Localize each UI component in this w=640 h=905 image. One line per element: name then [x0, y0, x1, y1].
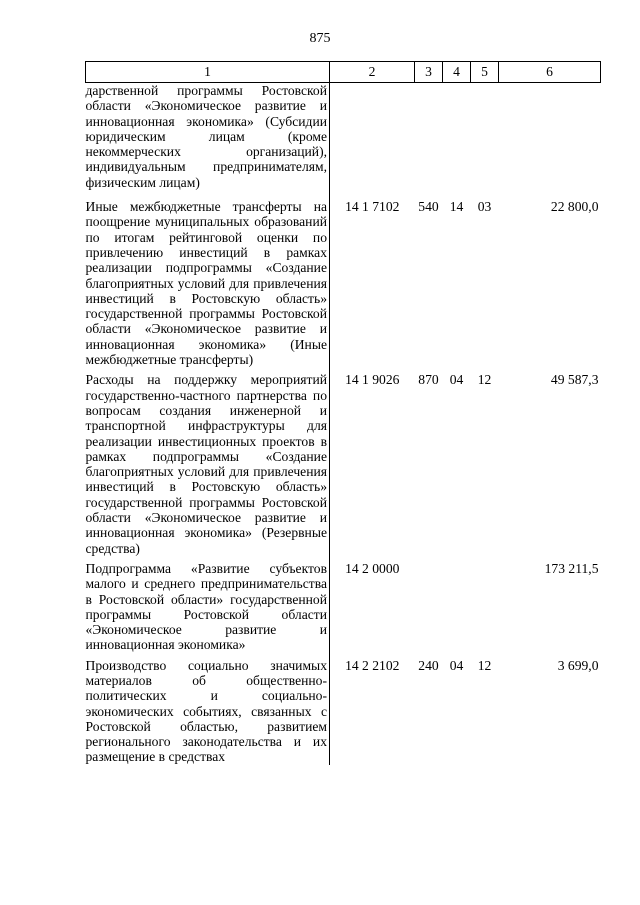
table-row	[86, 367, 601, 556]
row-expense-type: 870	[418, 372, 439, 388]
row-subsection: 03	[477, 199, 492, 215]
row-target-code: 14 2 0000	[345, 560, 400, 576]
table-row	[86, 556, 601, 653]
row-subsection	[471, 83, 499, 195]
row-expense-type: 240	[418, 657, 439, 673]
row-amount: 3 699,0	[557, 657, 599, 673]
table-row	[86, 194, 601, 367]
row-description: Иные межбюджетные трансферты на поощрение муниципальных образований по итогам рейтинговой оценки по привлечению инвестиций в рамках реализации подпрограммы «Создание благоприятных условий для привлечения инвестиций в Ростовскую область» государственной программы Ростовской области «Экономическое развитие и инновационная экономика» (Иные межбюджетные трансферты)	[86, 194, 330, 367]
row-description: Подпрограмма «Развитие субъектов малого и среднего предпринимательства в Ростовской области» государственной программы Ростовской области «Экономическое развитие и инновационная экономика»	[86, 556, 330, 653]
row-expense-type	[415, 556, 443, 653]
row-target-code: 14 2 2102	[345, 657, 400, 673]
table-row	[86, 653, 601, 765]
row-amount: 49 587,3	[550, 372, 599, 388]
table-row	[86, 83, 601, 195]
column-header: 6	[499, 62, 601, 83]
row-subsection: 12	[477, 372, 492, 388]
table-header-row	[86, 62, 601, 83]
row-section: 14	[449, 199, 464, 215]
row-description: Производство социально значимых материалов об общественно-политических и социально-экономических событиях, связанных с Ростовской областью, развитием регионального законодательства и их размещение в средствах	[86, 653, 330, 765]
row-description: Расходы на поддержку мероприятий государственно-частного партнерства по вопросам создания инженерной и транспортной инфраструктуры для реализации инвестиционных проектов в рамках подпрограммы «Создание благоприятных условий для привлечения инвестиций в Ростовскую область» государственной программы Ростовской области «Экономическое развитие и инновационная экономика» (Резервные средства)	[86, 367, 330, 556]
row-amount: 22 800,0	[550, 199, 599, 215]
row-expense-type	[415, 83, 443, 195]
row-section	[443, 556, 471, 653]
row-section: 04	[449, 657, 464, 673]
row-section: 04	[449, 372, 464, 388]
row-target-code: 14 1 7102	[345, 199, 400, 215]
column-header: 5	[471, 62, 499, 83]
column-header: 1	[86, 62, 330, 83]
row-subsection	[471, 556, 499, 653]
page-number: 875	[309, 31, 331, 46]
column-header: 3	[415, 62, 443, 83]
budget-table	[85, 61, 601, 765]
row-target-code	[330, 83, 415, 195]
column-header: 2	[330, 62, 415, 83]
row-amount	[499, 83, 601, 195]
column-header: 4	[443, 62, 471, 83]
row-expense-type: 540	[418, 199, 439, 215]
row-subsection: 12	[477, 657, 492, 673]
row-amount: 173 211,5	[544, 560, 599, 576]
row-section	[443, 83, 471, 195]
row-description: дарственной программы Ростовской области «Экономическое развитие и инновационная экономика» (Субсидии юридическим лицам (кроме некоммерческих организаций), индивидуальным предпринимателям, физическим лицам)	[86, 83, 330, 195]
row-target-code: 14 1 9026	[345, 372, 400, 388]
